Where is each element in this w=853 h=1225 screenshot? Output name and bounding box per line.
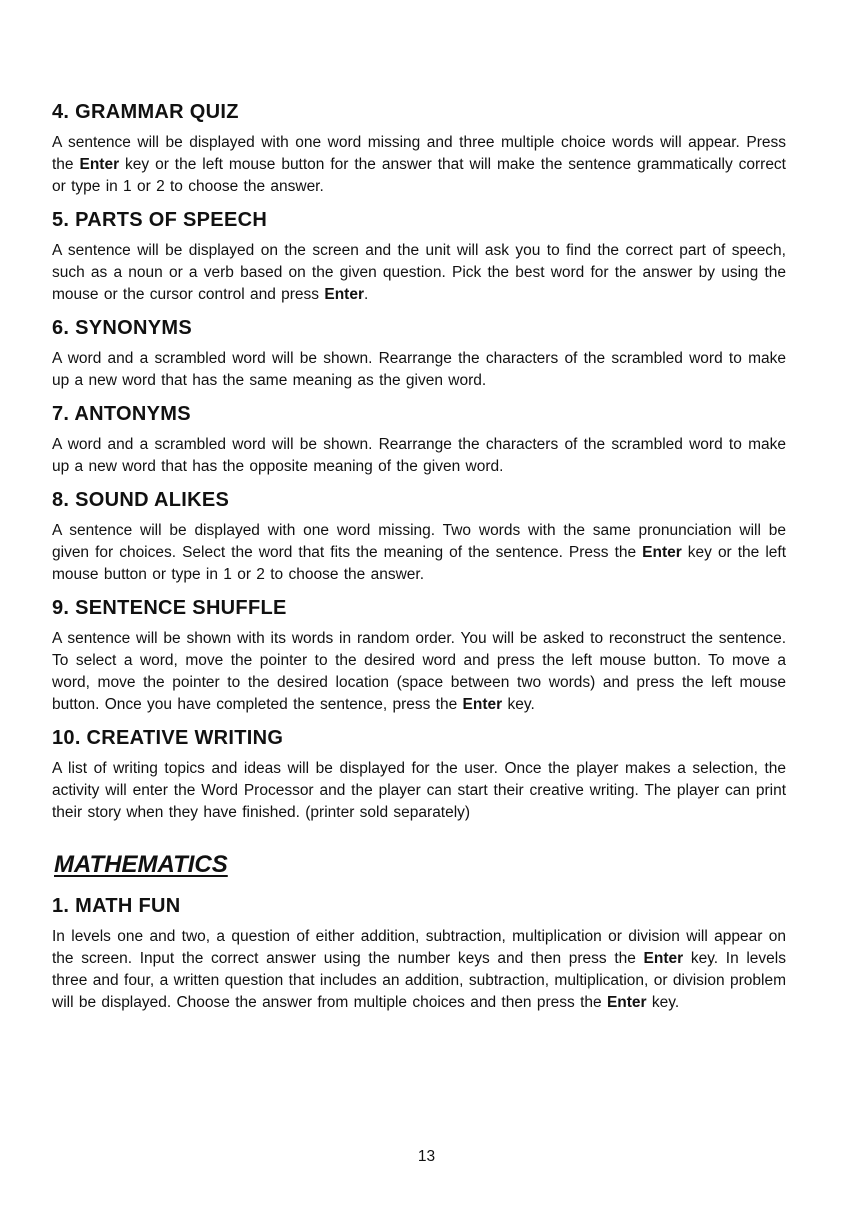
- section-body: [52, 132, 786, 198]
- body-text: key. In levels three and four, a written question that includes an addition, subtraction, multiplication, or division problem will be displayed. Choose the answer from multiple choices and then press the: [52, 950, 786, 1011]
- key-name-emphasis: Enter: [324, 286, 364, 303]
- section-body: [52, 926, 786, 1014]
- mathematics-sections: [52, 894, 786, 1014]
- body-text: A sentence will be shown with its words in random order. You will be asked to reconstruct the sentence. To select a word, move the pointer to the desired word and press the left mouse button. To move a word, move the pointer to the desired location (space between two words) and press the left mouse button. Once you have completed the sentence, press the: [52, 630, 786, 713]
- language-sections: [52, 100, 786, 824]
- section-7-antonyms: [52, 402, 786, 478]
- section-1-math-fun: [52, 894, 786, 1014]
- body-text: key.: [502, 696, 535, 713]
- section-heading-mathematics: MATHEMATICS: [54, 851, 228, 878]
- body-text: .: [363, 286, 369, 303]
- body-text: A word and a scrambled word will be shown. Rearrange the characters of the scrambled word to make up a new word that has the opposite meaning of the given word.: [52, 436, 786, 475]
- section-title: 8. SOUND ALIKES: [52, 489, 230, 511]
- body-text: key.: [646, 994, 680, 1011]
- section-10-creative-writing: [52, 726, 786, 824]
- section-body: [52, 434, 786, 478]
- body-text: A list of writing topics and ideas will be displayed for the user. Once the player makes a selection, the activity will enter the Word Processor and the player can start their creative writing. The player can print their story when they have finished. (printer sold separately): [52, 760, 786, 821]
- key-name-emphasis: Enter: [643, 950, 684, 967]
- section-body: [52, 758, 786, 824]
- body-text: A word and a scrambled word will be shown. Rearrange the characters of the scrambled word to make up a new word that has the same meaning as the given word.: [52, 350, 786, 389]
- section-body: [52, 348, 786, 392]
- section-title: 7. ANTONYMS: [52, 403, 191, 425]
- section-title: 9. SENTENCE SHUFFLE: [52, 597, 287, 619]
- section-title: 5. PARTS OF SPEECH: [52, 209, 268, 231]
- key-name-emphasis: Enter: [606, 994, 647, 1011]
- section-8-sound-alikes: [52, 488, 786, 586]
- body-text: A sentence will be displayed on the screen and the unit will ask you to find the correct part of speech, such as a noun or a verb based on the given question. Pick the best word for the answer by using the mouse or the cursor control and press: [52, 242, 786, 303]
- body-text: A sentence will be displayed with one word missing and three multiple choice words will appear. Press the: [52, 134, 786, 173]
- body-text: key or the left mouse button for the answer that will make the sentence grammatically correct or type in 1 or 2 to choose the answer.: [52, 156, 786, 195]
- section-title: 4. GRAMMAR QUIZ: [52, 101, 239, 123]
- section-body: [52, 240, 786, 306]
- section-body: [52, 628, 786, 716]
- section-body: [52, 520, 786, 586]
- body-text: A sentence will be displayed with one word missing. Two words with the same pronunciation will be given for choices. Select the word that fits the meaning of the sentence. Press the: [52, 522, 786, 561]
- body-text: In levels one and two, a question of either addition, subtraction, multiplication or division will appear on the screen. Input the correct answer using the number keys and then press the: [52, 928, 786, 967]
- section-5-parts-of-speech: [52, 208, 786, 306]
- key-name-emphasis: Enter: [79, 156, 120, 173]
- manual-page: [52, 100, 786, 1024]
- section-9-sentence-shuffle: [52, 596, 786, 716]
- page-number: 13: [417, 1148, 436, 1165]
- section-4-grammar-quiz: [52, 100, 786, 198]
- body-text: key or the left mouse button or type in 1 or 2 to choose the answer.: [52, 544, 786, 583]
- key-name-emphasis: Enter: [462, 696, 503, 713]
- section-title: 6. SYNONYMS: [52, 317, 192, 339]
- section-6-synonyms: [52, 316, 786, 392]
- key-name-emphasis: Enter: [642, 544, 682, 561]
- section-title: 1. MATH FUN: [52, 895, 181, 917]
- section-title: 10. CREATIVE WRITING: [52, 727, 284, 749]
